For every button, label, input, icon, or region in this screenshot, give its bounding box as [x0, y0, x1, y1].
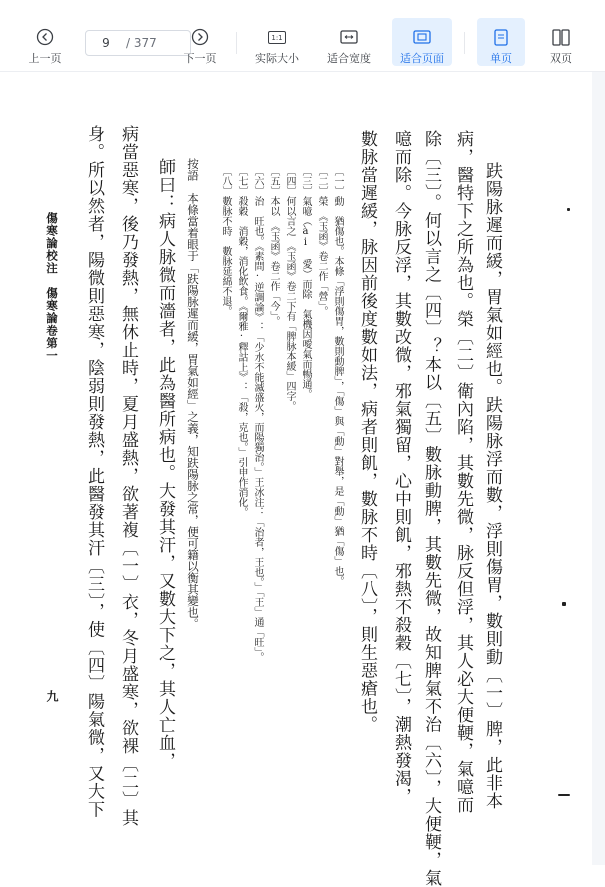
single-page-label: 单页 — [490, 52, 512, 65]
commentary-column: 按語 本條當着眼于「趺陽脉遲而緩，胃氣如經」之義，知趺陽脉之常，便可籍以衡其變也。 — [186, 158, 200, 630]
footnote: 〔三〕氣噫（ài 愛）而除 氣機因噯氣而暢通。 — [300, 166, 311, 399]
scrollbar-track[interactable] — [592, 72, 605, 865]
text-column: 噫而除。今脉反浮，其數改微，邪氣獨留，心中則飢，邪熱不殺穀〔七〕，潮熱發渴， — [391, 130, 411, 806]
fit-page-label: 适合页面 — [400, 52, 444, 65]
actual-size-icon: 1:1 — [268, 26, 286, 48]
fit-width-label: 适合宽度 — [327, 52, 371, 65]
prev-page-button[interactable] — [22, 26, 68, 74]
footnote: 〔一〕動 猶傷也。本條「浮則傷胃，數則動脾」，「傷」與「動」對舉，是「動」猶「傷」也。 — [332, 166, 343, 586]
text-column: 除〔三〕。何以言之〔四〕？本以〔五〕數脉動脾，其數先微，故知脾氣不治〔六〕，大便鞕，氣 — [421, 130, 441, 887]
single-page-icon — [494, 26, 508, 48]
fit-width-button[interactable] — [322, 26, 376, 74]
fit-page-button[interactable] — [392, 18, 452, 66]
chevron-left-circle-icon — [36, 26, 54, 48]
running-title: 傷寒論校注 傷寒論卷第一 — [45, 212, 59, 362]
double-page-icon — [552, 26, 570, 48]
footnote: 〔八〕數脉不時 數脉延綿不退。 — [220, 166, 231, 316]
text-column: 數脉當遲緩，脉因前後度數如法，病者則飢，數脉不時〔八〕，則生惡瘡也。 — [357, 130, 377, 734]
actual-size-button[interactable] — [250, 26, 304, 74]
scan-speck — [567, 208, 570, 211]
scan-speck — [562, 602, 566, 606]
footnote: 〔五〕本以 《玉函》卷二作「今」。 — [268, 166, 279, 326]
text-column: 病，醫特下之所為也。榮〔二〕衛內陷，其數先微，脉反但浮，其人必大便鞕，氣噫而 — [453, 130, 473, 814]
next-page-label: 下一页 — [183, 52, 217, 65]
current-page-input[interactable]: 9 — [102, 36, 110, 50]
footnote: 〔七〕殺穀 消穀，消化飲食。《爾雅·釋詁上》：「殺，克也。」引申作消化。 — [236, 166, 247, 517]
toolbar-divider — [236, 32, 237, 54]
prev-page-label: 上一页 — [28, 52, 62, 65]
text-column: 身。所以然者，陽微則惡寒，陰弱則發熱，此醫發其汗〔三〕，使〔四〕陽氣微，又大下 — [84, 125, 104, 819]
page-number-box[interactable] — [85, 30, 191, 56]
toolbar-divider — [464, 32, 465, 54]
actual-size-label: 实际大小 — [255, 52, 299, 65]
single-page-button[interactable] — [477, 18, 525, 66]
total-pages: / 377 — [126, 36, 157, 50]
footnote: 〔六〕治 旺也。《素問·逆調論》：「少水不能滅盛火，而陽獨治。」王冰注：「治者，王也。」「王」通「旺」。 — [252, 166, 263, 662]
footnote: 〔四〕何以言之 《玉函》卷二下有「脾脉本緩」四字。 — [284, 166, 295, 411]
page-number: 九 — [45, 690, 59, 703]
text-column: 病當惡寒，後乃發熱，無休止時，夏月盛熱，欲著複〔一〕衣，冬月盛寒，欲裸〔二〕其 — [118, 125, 138, 827]
double-page-button[interactable] — [537, 26, 585, 74]
viewer-toolbar — [0, 0, 605, 72]
text-column: 師曰：病人脉微而濇者，此為醫所病也。大發其汗，又數大下之，其人亡血， — [155, 158, 175, 770]
fit-width-icon — [340, 26, 358, 48]
fit-page-icon — [413, 26, 431, 48]
chevron-right-circle-icon — [191, 26, 209, 48]
footnote: 〔二〕榮 《玉函》卷二作「營」。 — [316, 166, 327, 316]
text-column: 趺陽脉遲而緩，胃氣如經也。趺陽脉浮而數，浮則傷胃，數則動〔一〕脾，此非本 — [482, 162, 502, 810]
next-page-button[interactable] — [177, 26, 223, 74]
scan-speck — [558, 794, 570, 796]
double-page-label: 双页 — [550, 52, 572, 65]
